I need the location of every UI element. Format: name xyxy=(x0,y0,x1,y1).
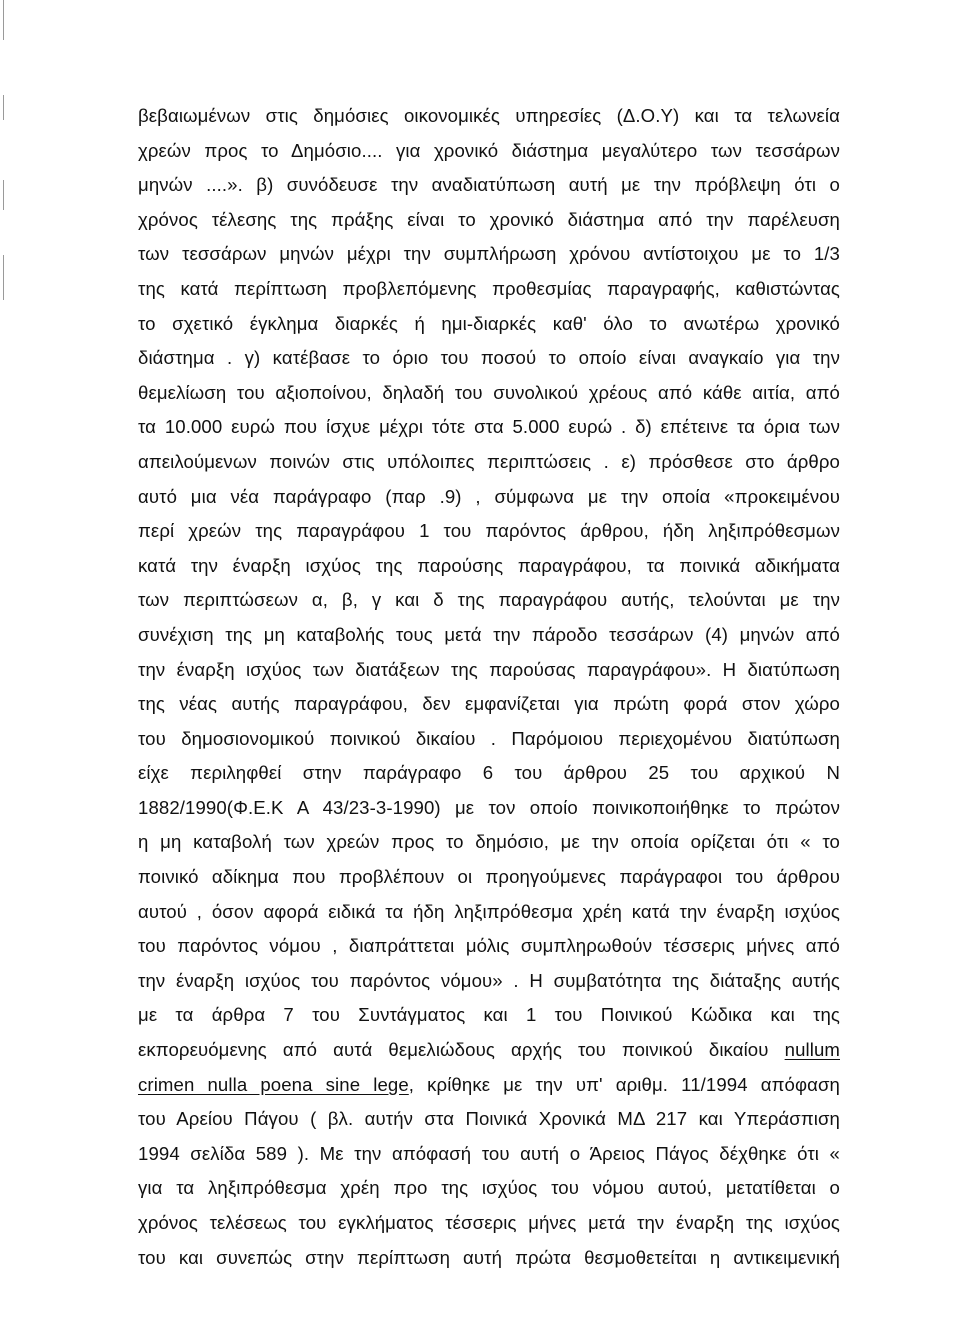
text-line: 1994 σελίδα 589 ). Με την απόφασή του αυτή ο Άρειος Πάγος δέχθηκε ότι « xyxy=(138,1142,840,1164)
text-line: τα 10.000 ευρώ που ίσχυε μέχρι τότε στα 5.000 ευρώ . δ) επέτεινε τα όρια των xyxy=(138,416,840,438)
text-line: για τα ληξιπρόθεσμα χρέη προ της ισχύος του νόμου αυτού, μετατίθεται ο xyxy=(138,1177,840,1199)
underlined-latin-term: crimen nulla poena sine lege xyxy=(138,1073,409,1095)
text-line-with-underlined-term xyxy=(138,1068,840,1103)
text-line: διάστημα . γ) κατέβασε το όριο του ποσού το οποίο είναι αναγκαίο για την xyxy=(138,347,840,369)
text-line: το σχετικό έγκλημα διαρκές ή ημι-διαρκές καθ' όλο το ανωτέρω χρονικό xyxy=(138,312,840,334)
text-line: των τεσσάρων μηνών μέχρι την συμπλήρωση χρόνου αντίστοιχου με το 1/3 xyxy=(138,243,840,265)
binding-mark xyxy=(3,180,4,210)
binding-mark xyxy=(3,0,4,40)
text-line: χρόνος τέλεσης της πράξης είναι το χρονικό διάστημα από την παρέλευση xyxy=(138,208,840,230)
text-line: η μη καταβολή των χρεών προς το δημόσιο, με την οποία ορίζεται ότι « το xyxy=(138,831,840,853)
text-line: της νέας αυτής παραγράφου, δεν εμφανίζεται για πρώτη φορά στον χώρο xyxy=(138,693,840,715)
text-line: απειλούμενων ποινών στις υπόλοιπες περιπτώσεις . ε) πρόσθεσε στο άρθρο xyxy=(138,450,840,472)
text-line: του δημοσιονομικού ποινικού δικαίου . Παρόμοιου περιεχομένου διατύπωση xyxy=(138,727,840,749)
text-line: θεμελίωση του αξιοποίνου, δηλαδή του συνολικού χρέους από κάθε αιτία, από xyxy=(138,381,840,403)
text-line: βεβαιωμένων στις δημόσιες οικονομικές υπηρεσίες (Δ.Ο.Υ) και τα τελωνεία xyxy=(138,105,840,126)
text-line-with-underlined-term xyxy=(138,1033,840,1068)
line-text: , κρίθηκε με την υπ' αριθμ. 11/1994 απόφαση xyxy=(408,1073,840,1095)
text-line: χρόνος τελέσεως του εγκλήματος τέσσερις μήνες μετά την έναρξη της ισχύος xyxy=(138,1212,840,1233)
text-line: αυτό μια νέα παράγραφο (παρ .9) , σύμφωνα με την οποία «προκειμένου xyxy=(138,485,840,507)
text-line: 1882/1990(Φ.Ε.Κ Α 43/23-3-1990) με τον οποίο ποινικοποιήθηκε το πρώτον xyxy=(138,796,840,818)
text-line: της κατά περίπτωση προβλεπόμενης προθεσμίας παραγραφής, καθιστώντας xyxy=(138,277,840,299)
text-line: του παρόντος νόμου , διαπράττεται μόλις συμπληρωθούν τέσσερις μήνες από xyxy=(138,935,840,957)
text-line: την έναρξη ισχύος των διατάξεων της παρούσας παραγράφου». Η διατύπωση xyxy=(138,658,840,680)
binding-mark xyxy=(3,95,4,120)
text-line: είχε περιληφθεί στην παράγραφο 6 του άρθρου 25 του αρχικού Ν xyxy=(138,762,840,784)
text-line: των περιπτώσεων α, β, γ και δ της παραγράφου αυτής, τελούνται με την xyxy=(138,589,840,611)
underlined-latin-term: nullum xyxy=(784,1039,840,1061)
document-body-text xyxy=(138,99,840,1275)
text-line: αυτού , όσον αφορά ειδικά τα ήδη ληξιπρόθεσμα χρέη κατά την έναρξη ισχύος xyxy=(138,900,840,922)
text-line: του και συνεπώς στην περίπτωση αυτή πρώτα θεσμοθετείται η αντικειμενική xyxy=(138,1246,840,1268)
text-line: του Αρείου Πάγου ( βλ. αυτήν στα Ποινικά Χρονικά ΜΔ 217 και Υπεράσπιση xyxy=(138,1108,840,1130)
line-text: εκπορευόμενης από αυτά θεμελιώδους αρχής του ποινικού δικαίου xyxy=(138,1039,769,1061)
text-line: περί χρεών της παραγράφου 1 του παρόντος άρθρου, ήδη ληξιπρόθεσμων xyxy=(138,520,840,542)
text-line: ποινικό αδίκημα που προβλέπουν οι προηγούμενες παράγραφοι του άρθρου xyxy=(138,866,840,888)
text-line: κατά την έναρξη ισχύος της παρούσης παραγράφου, τα ποινικά αδικήματα xyxy=(138,554,840,576)
text-line: χρεών προς το Δημόσιο.... για χρονικό διάστημα μεγαλύτερο των τεσσάρων xyxy=(138,139,840,161)
text-line: την έναρξη ισχύος του παρόντος νόμου» . Η συμβατότητα της διάταξης αυτής xyxy=(138,969,840,991)
text-line: μηνών ....». β) συνόδευσε την αναδιατύπωση αυτή με την πρόβλεψη ότι ο xyxy=(138,174,840,196)
text-line: συνέχιση της μη καταβολής τους μετά την πάροδο τεσσάρων (4) μηνών από xyxy=(138,623,840,645)
binding-mark xyxy=(3,255,4,300)
text-line: με τα άρθρα 7 του Συντάγματος και 1 του Ποινικού Κώδικα και της xyxy=(138,1004,840,1026)
page-binding-edge xyxy=(0,0,8,330)
